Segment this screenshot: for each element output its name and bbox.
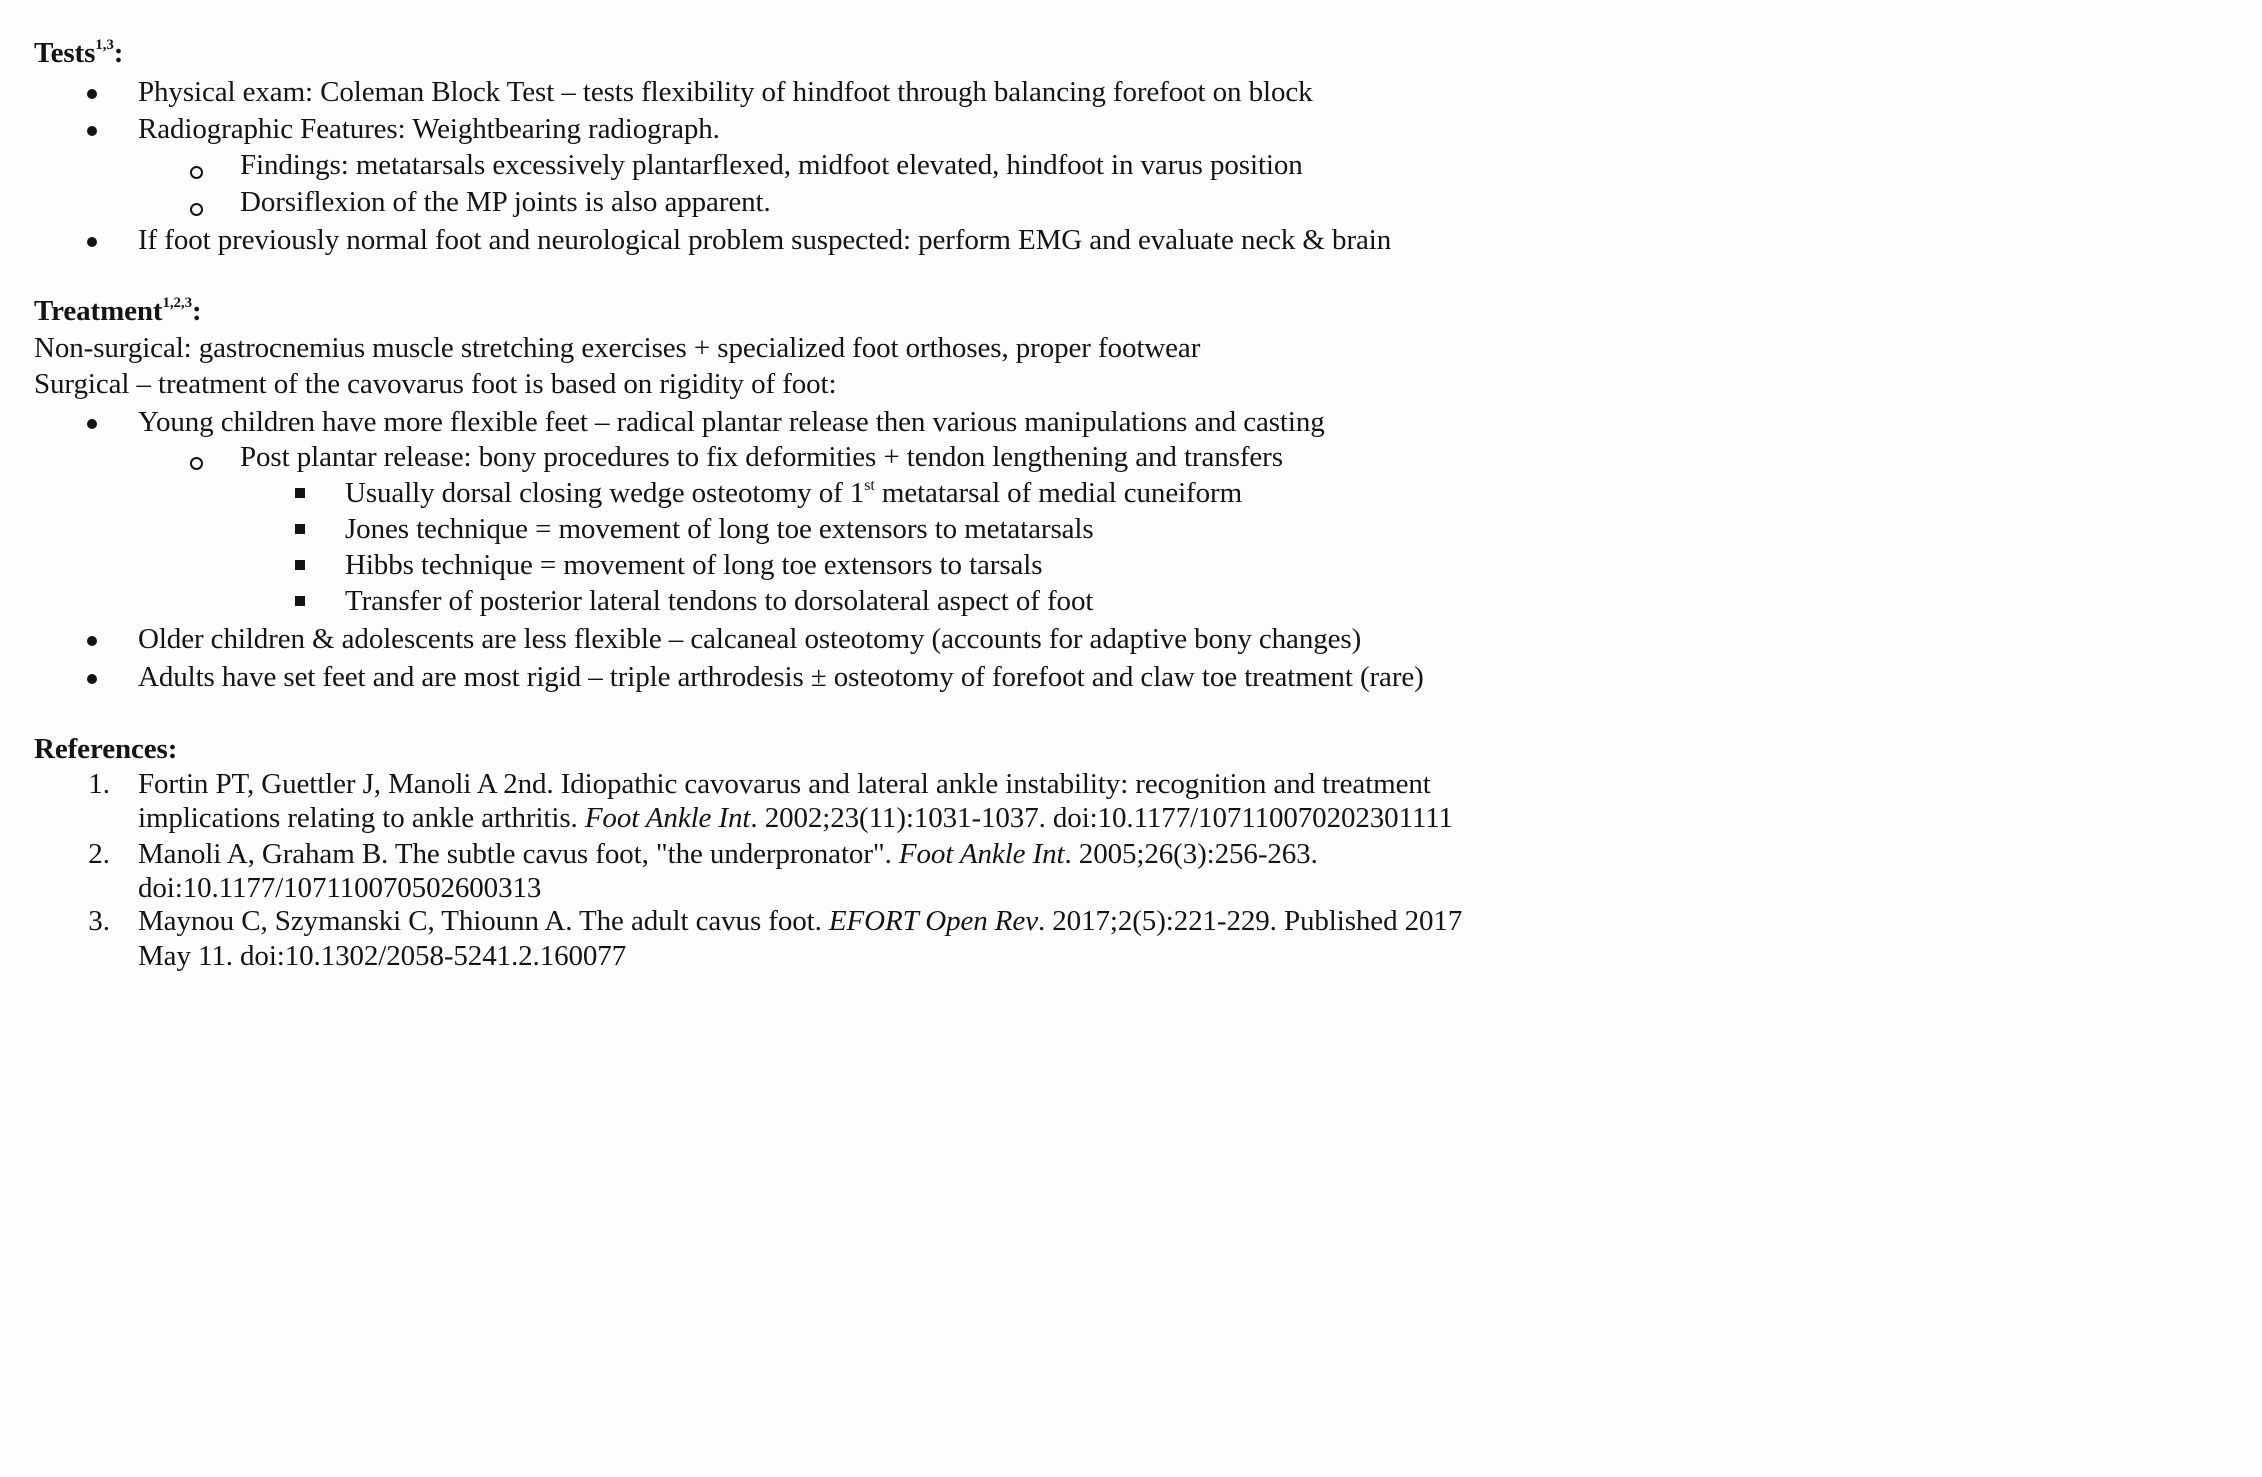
tests-heading-citation: 1,3: [95, 37, 114, 53]
reference-3-line-2: May 11. doi:10.1302/2058-5241.2.160077: [138, 940, 627, 972]
reference-2-citation: . 2005;26(3):256-263.: [1064, 838, 1318, 870]
treatment-young-children: Young children have more flexible feet – radical plantar release then various manipulations and casting: [138, 406, 1325, 438]
treatment-heading: [34, 294, 202, 328]
reference-2-text: Manoli A, Graham B. The subtle cavus foot, "the underpronator".: [138, 838, 899, 870]
ordinal-suffix: st: [864, 477, 875, 494]
bullet-icon: [87, 89, 97, 99]
reference-3-journal: EFORT Open Rev: [828, 905, 1038, 937]
reference-3-text: Maynou C, Szymanski C, Thiounn A. The adult cavus foot.: [138, 905, 829, 937]
treatment-non-surgical: Non-surgical: gastrocnemius muscle stretching exercises + specialized foot orthoses, proper footwear: [34, 332, 1201, 364]
reference-1-line-1: Fortin PT, Guettler J, Manoli A 2nd. Idiopathic cavovarus and lateral ankle instability: recognition and treatment: [138, 768, 1431, 800]
tests-item-radiographic: Radiographic Features: Weightbearing radiograph.: [138, 113, 720, 145]
procedure-dorsal-wedge-rest: metatarsal of medial cuneiform: [874, 477, 1243, 509]
procedure-hibbs: Hibbs technique = movement of long toe extensors to tarsals: [345, 549, 1043, 581]
bullet-icon: [87, 636, 97, 646]
reference-2-line-1: [138, 837, 1318, 871]
reference-3-citation: . 2017;2(5):221-229. Published 2017: [1037, 905, 1463, 937]
treatment-post-release: Post plantar release: bony procedures to fix deformities + tendon lengthening and transfers: [240, 441, 1283, 473]
tests-heading-colon: :: [113, 37, 124, 69]
square-bullet-icon: [295, 488, 305, 498]
tests-subitem-findings: Findings: metatarsals excessively plantarflexed, midfoot elevated, hindfoot in varus position: [240, 149, 1303, 181]
reference-number: 2.: [88, 838, 110, 870]
treatment-heading-text: Treatment: [34, 295, 163, 327]
tests-heading: [34, 36, 123, 70]
reference-number: 3.: [88, 905, 110, 937]
reference-3-line-1: [138, 904, 1462, 938]
bullet-icon: [87, 419, 97, 429]
circle-bullet-icon: [190, 166, 203, 179]
bullet-icon: [87, 126, 97, 136]
tests-item-neurological: If foot previously normal foot and neurological problem suspected: perform EMG and evaluate neck & brain: [138, 224, 1392, 256]
square-bullet-icon: [295, 560, 305, 570]
procedure-dorsal-wedge: [345, 476, 1242, 510]
bullet-icon: [87, 674, 97, 684]
bullet-icon: [87, 237, 97, 247]
reference-1-text: implications relating to ankle arthritis.: [138, 802, 585, 834]
reference-2-line-2: doi:10.1177/107110070502600313: [138, 872, 542, 904]
treatment-surgical: Surgical – treatment of the cavovarus foot is based on rigidity of foot:: [34, 368, 837, 400]
treatment-heading-citation: 1,2,3: [162, 295, 192, 311]
reference-number: 1.: [88, 768, 110, 800]
tests-subitem-dorsiflexion: Dorsiflexion of the MP joints is also apparent.: [240, 186, 771, 218]
procedure-transfer: Transfer of posterior lateral tendons to dorsolateral aspect of foot: [345, 585, 1094, 617]
procedure-dorsal-wedge-text: Usually dorsal closing wedge osteotomy of 1: [345, 477, 865, 509]
treatment-older-children: Older children & adolescents are less flexible – calcaneal osteotomy (accounts for adaptive bony changes): [138, 623, 1362, 655]
reference-1-line-2: [138, 801, 1453, 835]
references-heading: References:: [34, 733, 178, 765]
tests-heading-text: Tests: [34, 37, 96, 69]
circle-bullet-icon: [190, 457, 203, 470]
reference-1-journal: Foot Ankle Int: [584, 802, 751, 834]
circle-bullet-icon: [190, 203, 203, 216]
tests-item-physical-exam: Physical exam: Coleman Block Test – tests flexibility of hindfoot through balancing forefoot on block: [138, 76, 1313, 108]
procedure-jones: Jones technique = movement of long toe extensors to metatarsals: [345, 513, 1094, 545]
reference-1-citation: . 2002;23(11):1031-1037. doi:10.1177/107110070202301111: [750, 802, 1453, 834]
reference-2-journal: Foot Ankle Int: [898, 838, 1065, 870]
treatment-heading-colon: :: [192, 295, 202, 327]
square-bullet-icon: [295, 596, 305, 606]
treatment-adults: Adults have set feet and are most rigid – triple arthrodesis ± osteotomy of forefoot and claw toe treatment (rare): [138, 661, 1424, 693]
square-bullet-icon: [295, 524, 305, 534]
